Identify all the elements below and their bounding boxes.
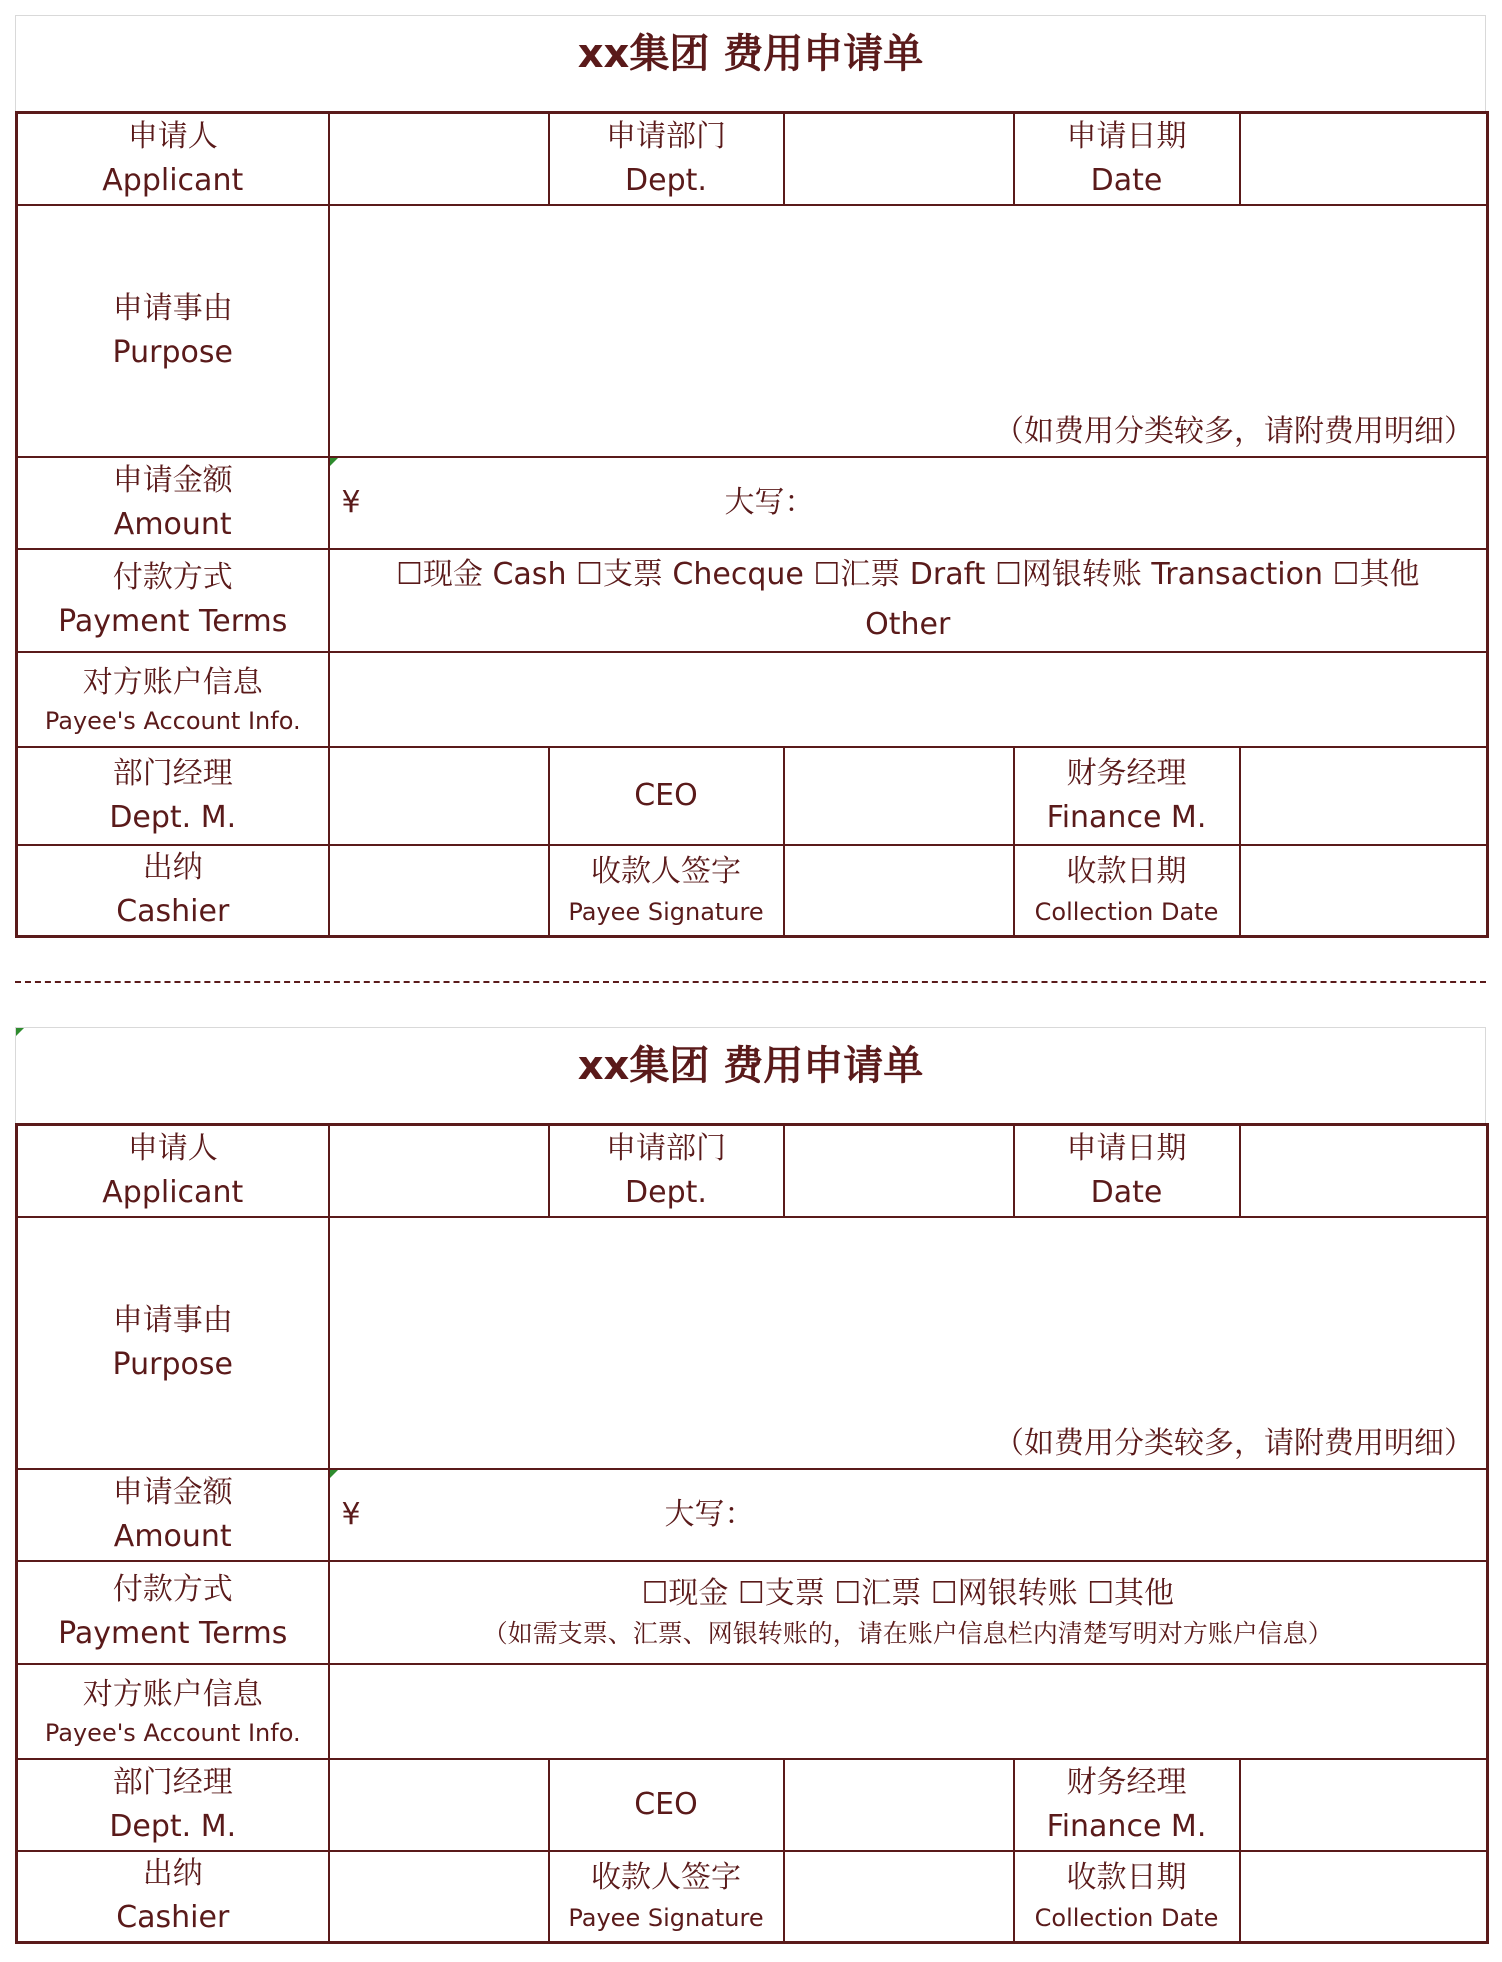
purpose-field[interactable] [329,205,1488,457]
collection-field[interactable] [1240,845,1488,937]
row-payment [17,549,1488,652]
applicant-label: 申请人 Applicant [17,113,329,205]
dept-label: 申请部门 Dept. [549,113,784,205]
cashier-field[interactable] [329,845,549,937]
payment-options[interactable]: ☐现金 Cash ☐支票 Checque ☐汇票 Draft ☐网银转账 Transaction ☐其他 Other [329,549,1488,652]
collection-label: 收款日期 Collection Date [1014,845,1240,937]
finm-label: 财务经理 Finance M. [1014,747,1240,845]
date-field[interactable] [1240,1125,1488,1217]
row-account [17,652,1488,747]
date-label: 申请日期 Date [1014,113,1240,205]
purpose-field[interactable] [329,1217,1488,1469]
cell-marker-icon [330,458,338,466]
cashier-label: 出纳 Cashier [17,845,329,937]
account-field[interactable] [329,1664,1488,1759]
account-label: 对方账户信息 Payee's Account Info. [17,1664,329,1759]
ceo-label: CEO [549,747,784,845]
cell-marker-icon [330,1470,338,1478]
row-cashier [17,1851,1488,1943]
account-field[interactable] [329,652,1488,747]
form-table [15,111,1489,938]
dept-label: 申请部门 Dept. [549,1125,784,1217]
purpose-note: （如费用分类较多，请附费用明细） [994,413,1474,449]
finm-field[interactable] [1240,747,1488,845]
deptm-field[interactable] [329,1759,549,1851]
purpose-label: 申请事由 Purpose [17,1217,329,1469]
payment-label: 付款方式 Payment Terms [17,1561,329,1664]
yen-sign: ¥ [341,484,361,520]
payment-note: （如需支票、汇票、网银转账的，请在账户信息栏内清楚写明对方账户信息） [482,1619,1333,1648]
ceo-field[interactable] [784,747,1014,845]
row-approval [17,1759,1488,1851]
finm-field[interactable] [1240,1759,1488,1851]
title-band [15,15,1486,111]
cashier-field[interactable] [329,1851,549,1943]
yen-sign: ¥ [341,1496,361,1532]
deptm-label: 部门经理 Dept. M. [17,1759,329,1851]
ceo-label: CEO [549,1759,784,1851]
row-amount [17,1469,1488,1561]
date-field[interactable] [1240,113,1488,205]
amount-field[interactable] [329,457,1488,549]
daxie-label: 大写： [664,1496,755,1532]
amount-field[interactable] [329,1469,1488,1561]
row-account [17,1664,1488,1759]
applicant-field[interactable] [329,113,549,205]
finm-label: 财务经理 Finance M. [1014,1759,1240,1851]
expense-form-1 [15,15,1486,938]
payee-sig-field[interactable] [784,845,1014,937]
deptm-label: 部门经理 Dept. M. [17,747,329,845]
row-amount [17,457,1488,549]
row-applicant [17,1125,1488,1217]
dept-field[interactable] [784,113,1014,205]
row-purpose [17,205,1488,457]
collection-label: 收款日期 Collection Date [1014,1851,1240,1943]
row-payment [17,1561,1488,1664]
form-title: xx集团 费用申请单 [577,31,924,77]
row-approval [17,747,1488,845]
cashier-label: 出纳 Cashier [17,1851,329,1943]
applicant-label: 申请人 Applicant [17,1125,329,1217]
expense-form-2 [15,1027,1486,1944]
payment-options[interactable]: ☐现金 ☐支票 ☐汇票 ☐网银转账 ☐其他 （如需支票、汇票、网银转账的，请在账户信息栏内清楚写明对方账户信息） [329,1561,1488,1664]
payee-sig-label: 收款人签字 Payee Signature [549,845,784,937]
row-purpose [17,1217,1488,1469]
payment-label: 付款方式 Payment Terms [17,549,329,652]
row-cashier [17,845,1488,937]
date-label: 申请日期 Date [1014,1125,1240,1217]
form-table [15,1123,1489,1944]
title-band [15,1027,1486,1123]
row-applicant [17,113,1488,205]
purpose-note: （如费用分类较多，请附费用明细） [994,1425,1474,1461]
amount-label: 申请金额 Amount [17,457,329,549]
account-label: 对方账户信息 Payee's Account Info. [17,652,329,747]
cut-line [15,981,1486,983]
amount-label: 申请金额 Amount [17,1469,329,1561]
applicant-field[interactable] [329,1125,549,1217]
payee-sig-field[interactable] [784,1851,1014,1943]
dept-field[interactable] [784,1125,1014,1217]
form-title: xx集团 费用申请单 [577,1043,924,1089]
collection-field[interactable] [1240,1851,1488,1943]
ceo-field[interactable] [784,1759,1014,1851]
deptm-field[interactable] [329,747,549,845]
payee-sig-label: 收款人签字 Payee Signature [549,1851,784,1943]
daxie-label: 大写： [724,484,815,520]
purpose-label: 申请事由 Purpose [17,205,329,457]
